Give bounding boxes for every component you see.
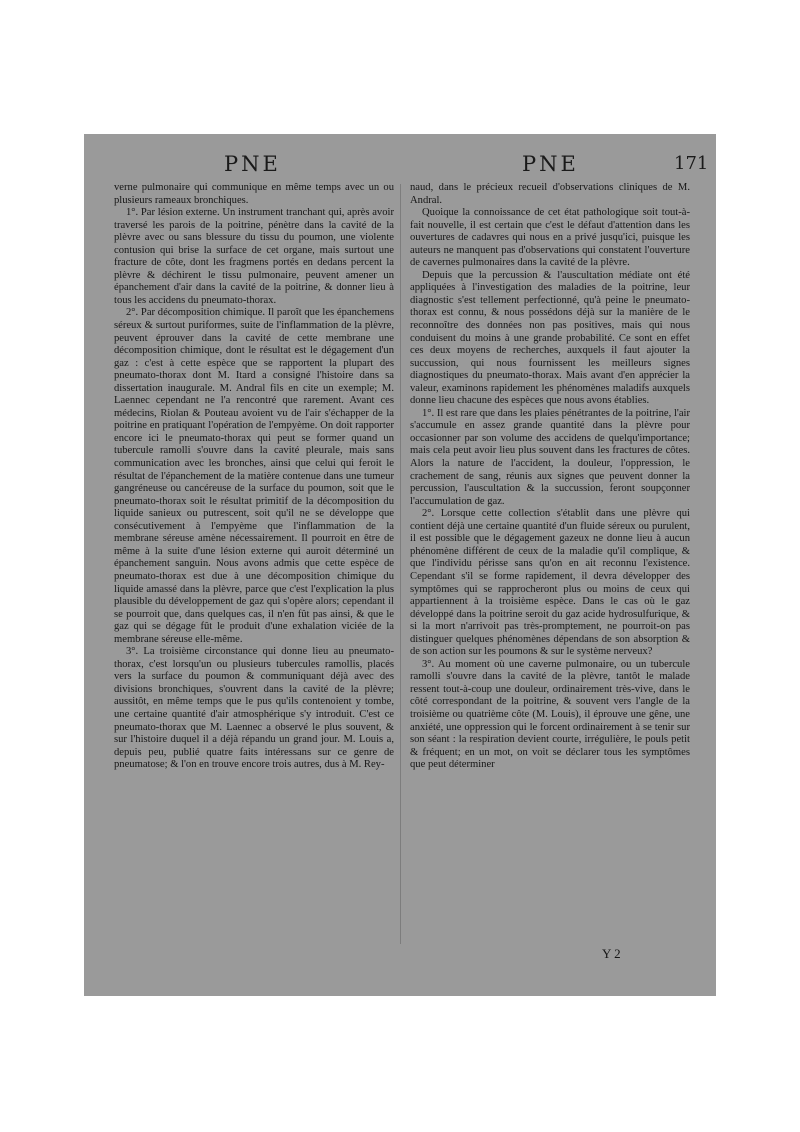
page-number: 171 <box>674 153 709 174</box>
column-divider <box>400 184 401 944</box>
right-column <box>410 182 690 772</box>
right-paragraph: 1°. Il est rare que dans les plaies pénétrantes de la poitrine, l'air s'accumule en assez grande quantité dans la plèvre pour occasionner par son volume des accidens de quelqu'importance; mais cela peut avoir lieu plus souvent dans les fractures de côtes. Alors la nature de l'accident, la douleur, l'oppression, le crachement de sang, réunis aux signes que peuvent donner la percussion, l'auscultation & la succussion, feront soupçonner l'accumulation de gaz. <box>410 407 690 507</box>
signature-mark: Y 2 <box>602 946 621 961</box>
left-paragraph: verne pulmonaire qui communique en même temps avec un ou plusieurs rameaux bronchiques. <box>114 182 394 206</box>
left-paragraph: 3°. La troisième circonstance qui donne lieu au pneumato-thorax, c'est lorsqu'un ou plusieurs tubercules ramollis, placés vers la surface du poumon & communiquant déjà avec des divisions bronchiques, s'ouvrent dans la cavité de la plèvre; aussitôt, en même temps que le pus qu'ils contenoient y tombe, une certaine quantité d'air atmosphérique s'y introduit. C'est ce pneumato-thorax que M. Laennec a observé le plus souvent, & sur l'histoire duquel il a déjà répandu un grand jour. M. Louis a, depuis peu, publié quatre faits intéressans sur ce genre de pneumatose; & l'on en trouve encore trois autres, dus à M. Rey- <box>114 646 394 771</box>
book-page <box>84 134 716 996</box>
running-head-left: PNE <box>224 152 281 176</box>
running-head-right: PNE <box>522 152 579 176</box>
left-paragraph: 1°. Par lésion externe. Un instrument tranchant qui, après avoir traversé les parois de la poitrine, pénètre dans la cavité de la plèvre avec ou sans blessure du tissu du poumon, une violente contusion qui brise la surface de cet organe, mais surtout une fracture de côte, dont les fragmens portés en dedans percent la plèvre & déchirent le tissu pulmonaire, peuvent amener un épanchement d'air dans la cavité de la poitrine, & donner lieu à tous les accidens du pneumato-thorax. <box>114 207 394 306</box>
left-paragraph: 2°. Par décomposition chimique. Il paroît que les épanchemens séreux & surtout puriformes, suite de l'inflammation de la plèvre, peuvent éprouver dans la cavité de cette membrane une décomposition chimique, dont le résultat est le dégagement d'un gaz : c'est à cette espèce que se rapportent la plupart des pneumato-thorax dont M. Itard a consigné l'histoire dans sa dissertation inaugurale. M. Andral fils en cite un exemple; M. Laennec cependant ne l'a rencontré que rarement. Avant ces médecins, Riolan & Pouteau avoient vu de l'air s'échapper de la poitrine en pratiquant l'opération de l'empyème. On doit rapporter encore ici le pneumato-thorax qui peut se former quand un tubercule ramolli s'ouvre dans la cavité pleurale, mais sans communication avec les bronches, ainsi que celui qui feroit le résultat de l'épanchement de la matière contenue dans une tumeur gangréneuse ou cancéreuse de la surface du poumon, soit que le pneumato-thorax soit le résultat primitif de la décomposition du liquide sanieux ou putrescent, soit qu'il ne se développe que consécutivement à l'empyème que l'inflammation de la membrane séreuse amène nécessairement. Il pourroit en être de même à la suite d'une lésion externe qui auroit déterminé un épanchement sanguin. Nous avons admis que cette espèce de pneumato-thorax est due à une décomposition chimique du liquide amassé dans la plèvre, parce que c'est l'explication la plus plausible du développement de gaz qui s'opère alors; cependant il se pourroit que, dans quelques cas, il n'en fût pas ainsi, & que le gaz qui se dégage fût le produit d'une exhalation viciée de la membrane séreuse elle-même. <box>114 307 394 645</box>
right-paragraph: Quoique la connoissance de cet état pathologique soit tout-à-fait nouvelle, il est certain que c'est le défaut d'attention dans les ouvertures de cadavres qui nous en a privé jusqu'ici, puisque les auteurs ne manquent pas d'observations qui constatent l'ouverture de cavernes pulmonaires dans la cavité de la plèvre. <box>410 207 690 269</box>
left-column <box>114 182 394 772</box>
right-paragraph: Depuis que la percussion & l'auscultation médiate ont été appliquées à l'investigation des maladies de la poitrine, leur diagnostic s'est tellement perfectionné, qu'à peine le pneumato-thorax est connu, & nous possédons déjà sur la manière de le reconnoître des données non pas positives, mais qui nous conduisent du moins à une grande probabilité. Ce sont en effet ces deux moyens de recherches, auxquels il faut ajouter la succussion, qui nous fournissent les meilleurs signes diagnostiques du pneumato-thorax. Mais avant d'en apprécier la valeur, examinons rapidement les phénomènes maladifs auxquels donne lieu chacune des espèces que nous avons établies. <box>410 269 690 407</box>
right-paragraph: 3°. Au moment où une caverne pulmonaire, ou un tubercule ramolli s'ouvre dans la cavité de la plèvre, tantôt le malade ressent tout-à-coup une douleur, ordinairement très-vive, dans le côté correspondant de la poitrine, & souvent vers l'angle de la troisième ou quatrième côte (M. Louis), il éprouve une gêne, une anxiété, une oppression qui le forcent ordinairement à se tenir sur son séant : la respiration devient courte, irrégulière, le pouls petit & fréquent; en un mot, on voit se déclarer tous les symptômes que peut déterminer <box>410 658 690 771</box>
right-paragraph: naud, dans le précieux recueil d'observations cliniques de M. Andral. <box>410 182 690 206</box>
right-paragraph: 2°. Lorsque cette collection s'établit dans une plèvre qui contient déjà une certaine quantité d'un fluide séreux ou purulent, il est possible que le dégagement gazeux ne donne lieu à aucun phénomène différent de ceux de la maladie qu'il complique, & que l'individu périsse sans qu'on en ait reconnu l'existence. Cependant s'il se forme rapidement, il devra développer des symptômes qui se rapprocheront plus ou moins de ceux qui appartiennent à la troisième espèce. Dans le cas où le gaz développé dans la poitrine seroit du gaz acide hydrosulfurique, & si la mort n'arrivoit pas très-promptement, ne pourroit-on pas distinguer quelques phénomènes dépendans de son absorption & de son action sur les poumons & sur le système nerveux? <box>410 508 690 658</box>
